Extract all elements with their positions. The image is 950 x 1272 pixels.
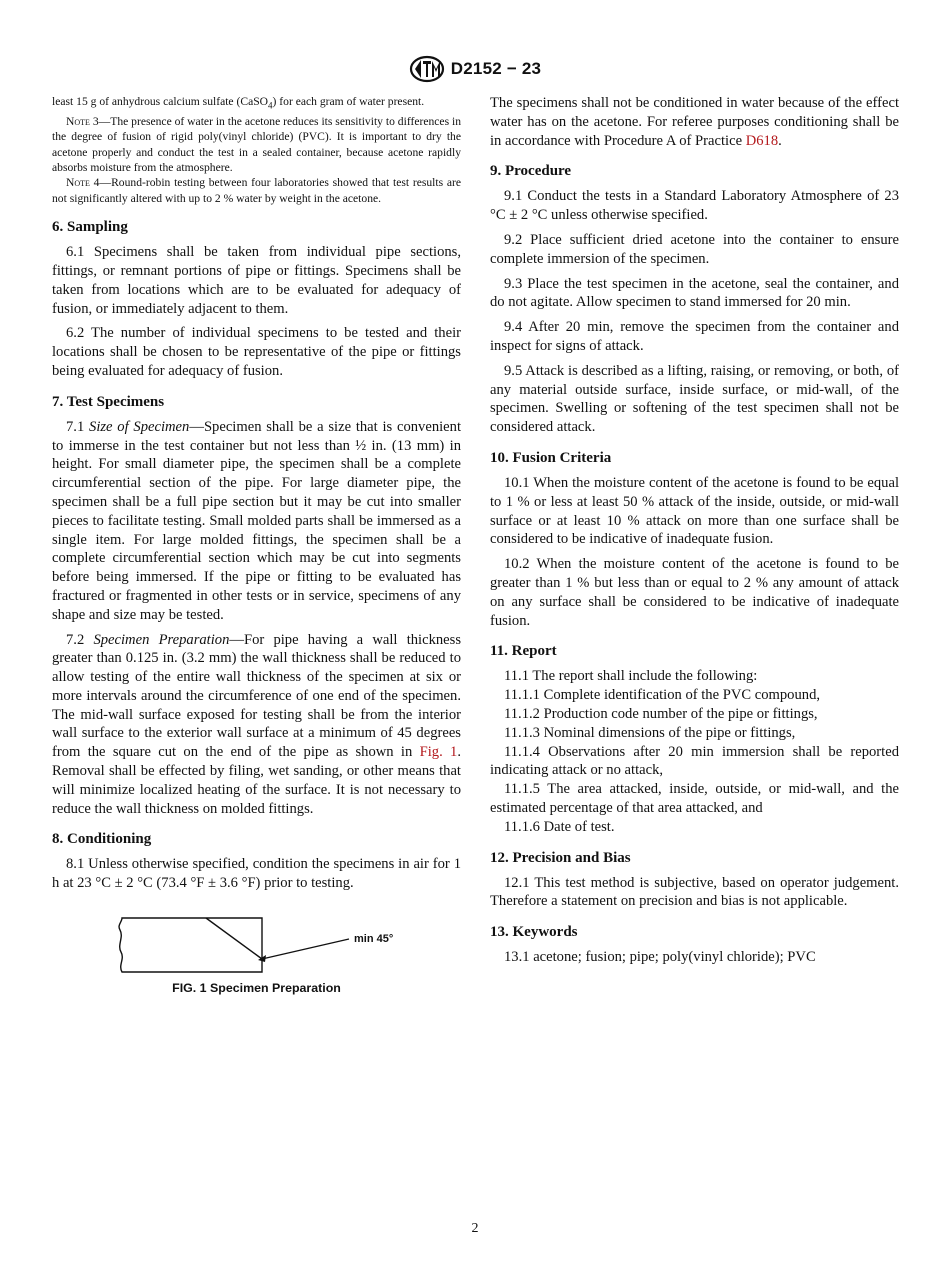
d618-link[interactable]: D618 — [745, 132, 779, 149]
section-10-1: 10.1 When the moisture content of the acetone is found to be equal to 1 % or less at least 50 % attack of the inside, outside, or mid-wall surface or at least 10 % attack on more than one surface shall be considered to be indicative of inadequate fusion. — [490, 474, 899, 548]
section-13-title: 13. Keywords — [490, 924, 578, 941]
list-item: 11.1.2 Production code number of the pipe or fittings, — [504, 705, 818, 722]
section-7-1: 7.1 Size of Specimen—Specimen shall be a size that is convenient to immerse in the test container but not less than ½ in. (13 mm) in height. For small diameter pipe, the specimen shall be a complete circumferential section of the pipe. For large diameter pipe, the specimen shall be a full pipe section but it may be cut into smaller pieces to facilitate testing. Small molded parts shall be immersed as a single item. For large molded fittings, the specimen shall be a complete circumferential section which may be cut into segments before being immersed. If the pipe or fitting to be evaluated has fractured or fragmented in other tests or in service, specimens of any shape and size may be tested. — [52, 418, 462, 623]
section-13-1: 13.1 acetone; fusion; pipe; poly(vinyl chloride); PVC — [504, 949, 816, 966]
section-12-title: 12. Precision and Bias — [490, 849, 631, 866]
section-9-title: 9. Procedure — [490, 163, 572, 180]
section-10-title: 10. Fusion Criteria — [490, 449, 612, 466]
section-9-1: 9.1 Conduct the tests in a Standard Laboratory Atmosphere of 23 °C ± 2 °C unless otherwise specified. — [490, 188, 899, 224]
section-7-2: 7.2 Specimen Preparation—For pipe having a wall thickness greater than 0.125 in. (3.2 mm) the wall thickness shall be reduced to allow testing of the entire wall thickness of the specimen at six or more intervals around the circumference of one end of the specimen. The mid-wall surface exposed for testing shall be from the interior wall surface to the exterior wall surface at a minimum of 45 degrees from the square cut on the end of the pipe as shown in Fig. 1. Removal shall be effected by filing, wet sanding, or other means that will minimize localized heating of the surface. It is not necessary to reduce the wall thickness on molded fittings. — [52, 631, 462, 817]
section-9-4: 9.4 After 20 min, remove the specimen from the container and inspect for signs of attack. — [490, 319, 899, 354]
paragraph-drying-agent: least 15 g of anhydrous calcium sulfate (CaSO$_4$) for each gram of water present. — [52, 95, 425, 111]
astm-logo-icon — [409, 55, 445, 83]
section-10-2: 10.2 When the moisture content of the acetone is found to be greater than 1 % but less than or equal to 2 % any amount of attack on any surface shall be considered to be indicative of inadequate fusion. — [490, 556, 899, 629]
document-designation: D2152 − 23 — [450, 59, 542, 78]
section-8-1: 8.1 Unless otherwise specified, condition the specimens in air for 1 h at 23 °C ± 2 °C (73.4 °F ± 3.6 °F) prior to testing. — [52, 856, 461, 892]
section-11-title: 11. Report — [490, 643, 557, 660]
section-9-2: 9.2 Place sufficient dried acetone into the container to ensure complete immersion of the specimen. — [490, 231, 899, 267]
section-9-3: 9.3 Place the test specimen in the acetone, seal the container, and do not agitate. Allow specimen to stand immersed for 20 min. — [490, 275, 899, 311]
section-6-2: 6.2 The number of individual specimens to be tested and their locations shall be chosen to be representative of the pipe or fittings being evaluated for adequacy of fusion. — [52, 325, 461, 379]
paragraph-conditioning-cont: The specimens shall not be conditioned in water because of the effect water has on the acetone. For referee purposes conditioning shall be in accordance with Procedure A of Practice D618. — [490, 95, 899, 149]
section-7-title: 7. Test Specimens — [52, 393, 165, 410]
section-12-1: 12.1 This test method is subjective, based on operator judgement. Therefore a statement on precision and bias is not applicable. — [490, 874, 899, 910]
angle-label: min 45° — [354, 933, 394, 946]
right-column — [490, 94, 899, 973]
note-3: Note 3—The presence of water in the acetone reduces its sensitivity to differences in the degree of fusion of rigid poly(vinyl chloride) (PVC). It is important to dry the acetone properly and conduct the test in a sealed container, because acetone rapidly absorbs moisture from the atmosphere. — [52, 114, 462, 174]
section-6-title: 6. Sampling — [52, 219, 128, 236]
list-item: 11.1.6 Date of test. — [504, 818, 615, 835]
list-item: 11.1.4 Observations after 20 min immersion shall be reported indicating attack or no attack, — [490, 743, 899, 779]
specimen-diagram — [52, 915, 461, 975]
fig-1-link[interactable]: Fig. 1 — [419, 744, 458, 761]
section-9-5: 9.5 Attack is described as a lifting, raising, or removing, or both, of any material outside surface, inside surface, or mid-wall, of the specimen. Swelling or softening of the test specimen shall not be considered attack. — [490, 362, 899, 436]
list-item: 11.1 The report shall include the following: — [504, 668, 758, 685]
section-8-title: 8. Conditioning — [52, 831, 152, 848]
section-6-1: 6.1 Specimens shall be taken from individual pipe sections, fittings, or remnant portions of pipe or fittings. Specimens shall be taken from locations which are to be evaluated for adequacy of fusion, or immediately adjacent to them. — [52, 244, 461, 317]
list-item: 11.1.1 Complete identification of the PVC compound, — [504, 687, 821, 704]
page-number: 2 — [471, 1221, 479, 1236]
note-4: Note 4—Round-robin testing between four laboratories showed that test results are not significantly altered with up to 2 % water by weight in the acetone. — [52, 176, 462, 205]
page-header — [0, 56, 950, 82]
figure-caption: FIG. 1 Specimen Preparation — [172, 981, 341, 996]
list-item: 11.1.5 The area attacked, inside, outside, or mid-wall, and the estimated percentage of that area attacked, and — [490, 781, 899, 816]
list-item: 11.1.3 Nominal dimensions of the pipe or fittings, — [504, 724, 796, 741]
left-column — [52, 94, 462, 996]
figure-1 — [52, 915, 461, 996]
